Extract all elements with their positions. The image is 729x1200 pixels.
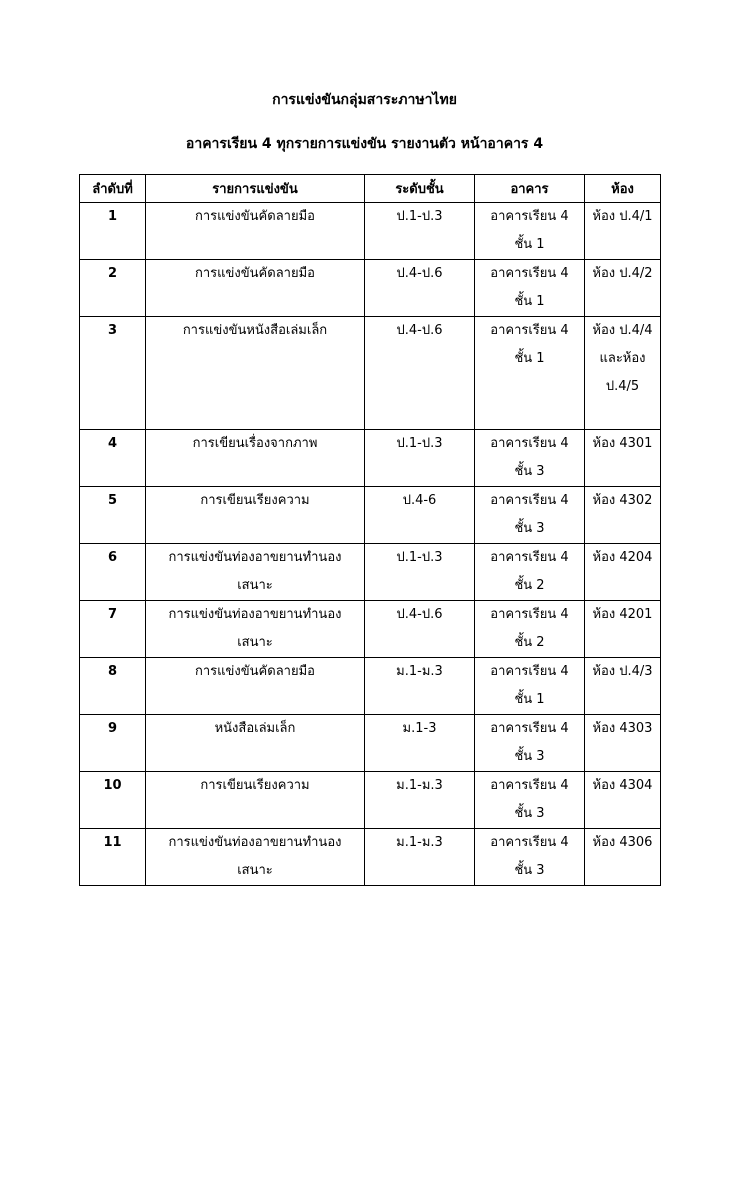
event-name-line: การแข่งขันท่องอาขยานทำนอง	[168, 835, 342, 850]
grade-level: ป.4-ป.6	[365, 260, 475, 317]
building-floor-line: ชั้น 3	[514, 806, 545, 821]
table-row	[80, 829, 661, 886]
event-name-line: เสนาะ	[237, 635, 273, 650]
row-number: 7	[80, 601, 146, 658]
building-floor-line: ชั้น 3	[514, 464, 545, 479]
room-name-line: ห้อง ป.4/1	[592, 209, 653, 224]
page-title: การแข่งขันกลุ่มสาระภาษาไทย	[272, 92, 457, 108]
event-name	[146, 829, 365, 886]
grade-level: ม.1-3	[365, 715, 475, 772]
building-floor	[475, 317, 585, 430]
grade-level: ป.4-ป.6	[365, 601, 475, 658]
building-floor	[475, 601, 585, 658]
room-name-line: ห้อง ป.4/2	[592, 266, 653, 281]
building-floor	[475, 658, 585, 715]
room-name-line: ห้อง 4306	[592, 835, 653, 850]
building-floor-line: อาคารเรียน 4	[490, 266, 569, 281]
grade-level: ป.4-ป.6	[365, 317, 475, 430]
building-floor	[475, 829, 585, 886]
event-name-line: เสนาะ	[237, 578, 273, 593]
building-floor	[475, 772, 585, 829]
event-name	[146, 715, 365, 772]
event-name-line: การเขียนเรียงความ	[200, 493, 310, 508]
building-floor-line: ชั้น 1	[514, 692, 545, 707]
table-body	[80, 203, 661, 886]
event-name	[146, 203, 365, 260]
event-name-line: เสนาะ	[237, 863, 273, 878]
row-number: 3	[80, 317, 146, 430]
table-row	[80, 430, 661, 487]
room-name	[585, 601, 661, 658]
row-number: 8	[80, 658, 146, 715]
header-room: ห้อง	[585, 175, 661, 203]
event-name	[146, 430, 365, 487]
row-number: 6	[80, 544, 146, 601]
header-event: รายการแข่งขัน	[146, 175, 365, 203]
event-name	[146, 487, 365, 544]
table-row	[80, 317, 661, 430]
building-floor	[475, 260, 585, 317]
event-name	[146, 544, 365, 601]
building-floor-line: อาคารเรียน 4	[490, 550, 569, 565]
room-name-line: ห้อง 4303	[592, 721, 653, 736]
building-floor-line: อาคารเรียน 4	[490, 721, 569, 736]
row-number: 10	[80, 772, 146, 829]
row-number: 2	[80, 260, 146, 317]
grade-level: ป.1-ป.3	[365, 544, 475, 601]
building-floor-line: อาคารเรียน 4	[490, 835, 569, 850]
table-row	[80, 658, 661, 715]
grade-level: ป.4-6	[365, 487, 475, 544]
header-building: อาคาร	[475, 175, 585, 203]
grade-level: ป.1-ป.3	[365, 430, 475, 487]
event-name-line: หนังสือเล่มเล็ก	[214, 721, 296, 736]
row-number: 5	[80, 487, 146, 544]
room-name	[585, 772, 661, 829]
building-floor-line: ชั้น 1	[514, 237, 545, 252]
page-subtitle: อาคารเรียน 4 ทุกรายการแข่งขัน รายงานตัว หน้าอาคาร 4	[185, 136, 544, 152]
room-name-line: ห้อง 4201	[592, 607, 653, 622]
room-name-line: ป.4/5	[605, 379, 640, 394]
room-name-line: ห้อง 4301	[592, 436, 653, 451]
building-floor-line: อาคารเรียน 4	[490, 209, 569, 224]
table-header-row	[80, 175, 661, 203]
grade-level: ม.1-ม.3	[365, 829, 475, 886]
event-name-line: การแข่งขันท่องอาขยานทำนอง	[168, 607, 342, 622]
building-floor	[475, 430, 585, 487]
table-row	[80, 544, 661, 601]
table-row	[80, 487, 661, 544]
building-floor	[475, 487, 585, 544]
building-floor-line: อาคารเรียน 4	[490, 664, 569, 679]
room-name	[585, 715, 661, 772]
building-floor-line: ชั้น 2	[514, 635, 545, 650]
building-floor-line: อาคารเรียน 4	[490, 436, 569, 451]
building-floor-line: อาคารเรียน 4	[490, 607, 569, 622]
competition-table	[79, 174, 661, 886]
grade-level: ป.1-ป.3	[365, 203, 475, 260]
room-name-line: และห้อง	[599, 351, 646, 366]
room-name	[585, 430, 661, 487]
building-floor-line: ชั้น 3	[514, 863, 545, 878]
building-floor-line: อาคารเรียน 4	[490, 778, 569, 793]
building-floor	[475, 203, 585, 260]
building-floor-line: ชั้น 3	[514, 521, 545, 536]
building-floor	[475, 544, 585, 601]
room-name-line: ห้อง ป.4/4	[592, 323, 653, 338]
row-number: 9	[80, 715, 146, 772]
building-floor-line: ชั้น 1	[514, 294, 545, 309]
room-name	[585, 658, 661, 715]
table-row	[80, 715, 661, 772]
grade-level: ม.1-ม.3	[365, 658, 475, 715]
building-floor-line: ชั้น 3	[514, 749, 545, 764]
row-number: 1	[80, 203, 146, 260]
room-name	[585, 829, 661, 886]
event-name-line: การเขียนเรื่องจากภาพ	[192, 436, 318, 451]
building-floor-line: ชั้น 2	[514, 578, 545, 593]
event-name	[146, 658, 365, 715]
event-name-line: การแข่งขันท่องอาขยานทำนอง	[168, 550, 342, 565]
row-number: 4	[80, 430, 146, 487]
building-floor-line: อาคารเรียน 4	[490, 493, 569, 508]
building-floor-line: ชั้น 1	[514, 351, 545, 366]
table-row	[80, 601, 661, 658]
room-name	[585, 544, 661, 601]
room-name-line: ห้อง 4304	[592, 778, 653, 793]
room-name-line: ห้อง ป.4/3	[592, 664, 653, 679]
building-floor	[475, 715, 585, 772]
event-name	[146, 317, 365, 430]
room-name	[585, 487, 661, 544]
table-row	[80, 772, 661, 829]
event-name-line: การเขียนเรียงความ	[200, 778, 310, 793]
event-name	[146, 772, 365, 829]
table-row	[80, 203, 661, 260]
event-name-line: การแข่งขันคัดลายมือ	[195, 209, 315, 224]
room-name	[585, 260, 661, 317]
event-name-line: การแข่งขันคัดลายมือ	[195, 266, 315, 281]
room-name	[585, 203, 661, 260]
header-level: ระดับชั้น	[365, 175, 475, 203]
event-name	[146, 260, 365, 317]
header-no: ลำดับที่	[80, 175, 146, 203]
event-name-line: การแข่งขันหนังสือเล่มเล็ก	[182, 323, 328, 338]
room-name-line: ห้อง 4204	[592, 550, 653, 565]
building-floor-line: อาคารเรียน 4	[490, 323, 569, 338]
room-name-line: ห้อง 4302	[592, 493, 653, 508]
event-name	[146, 601, 365, 658]
room-name	[585, 317, 661, 430]
grade-level: ม.1-ม.3	[365, 772, 475, 829]
table-row	[80, 260, 661, 317]
event-name-line: การแข่งขันคัดลายมือ	[195, 664, 315, 679]
row-number: 11	[80, 829, 146, 886]
